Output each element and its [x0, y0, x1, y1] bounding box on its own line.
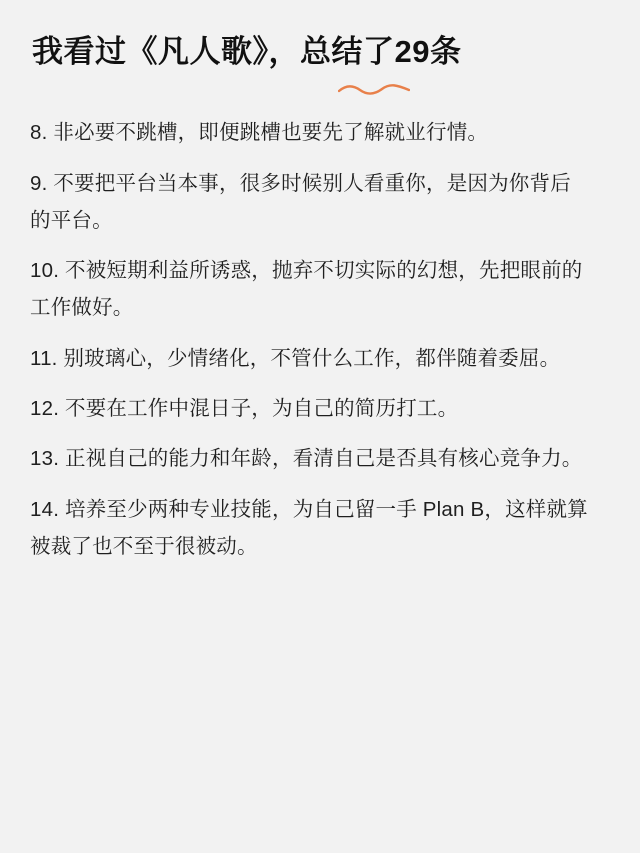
title-prefix: 我看过《凡人歌》，总结了 [32, 34, 395, 69]
list-item: 13. 正视自己的能力和年龄，看清自己是否具有核心竞争力。 [30, 447, 583, 471]
list-item: 9. 不要把平台当本事，很多时候别人看重你，是因为你背后的平台。 [30, 171, 571, 232]
list-item: 10. 不被短期利益所诱惑，抛弃不切实际的幻想，先把眼前的工作做好。 [30, 259, 583, 320]
tips-list [30, 114, 610, 565]
list-item: 8. 非必要不跳槽，即便跳槽也要先了解就业行情。 [30, 121, 489, 145]
list-item: 14. 培养至少两种专业技能，为自己留一手 Plan B，这样就算被裁了也不至于很被动。 [30, 497, 588, 558]
page-title [32, 32, 610, 72]
list-item: 12. 不要在工作中混日子，为自己的简历打工。 [30, 397, 459, 421]
title-block [32, 26, 610, 72]
squiggle-underline-icon [338, 84, 410, 96]
list-item: 11. 别玻璃心，少情绪化，不管什么工作，都伴随着委屈。 [30, 346, 561, 370]
title-highlight: 29条 [394, 34, 462, 69]
